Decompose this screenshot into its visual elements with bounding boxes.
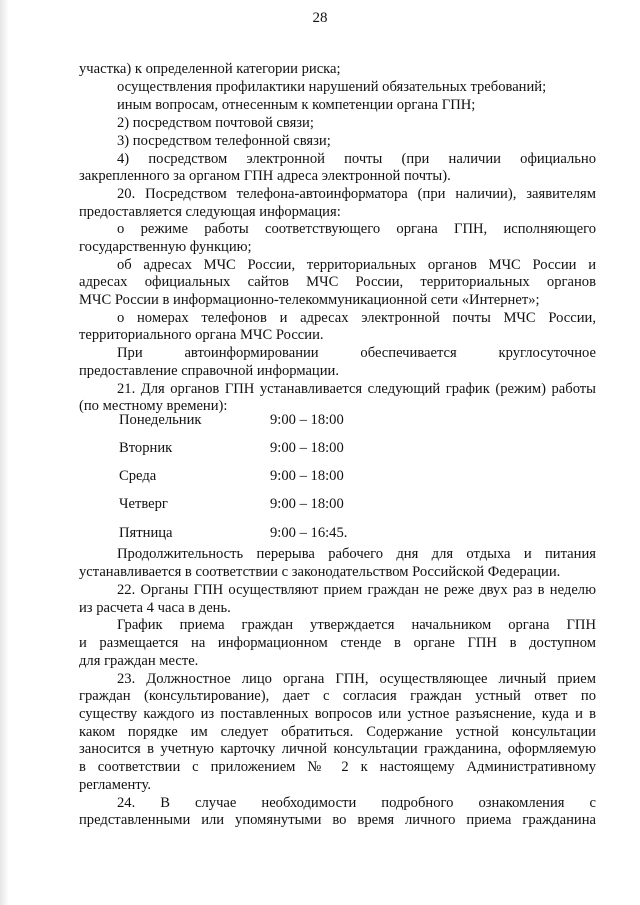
text-line: и размещается на информационном стенде в органе ГПН в доступном bbox=[79, 635, 596, 651]
text-line: регламенту. bbox=[79, 777, 151, 793]
text-line: предоставляется следующая информация: bbox=[79, 204, 341, 220]
text-line: устанавливается в соответствии с законодательством Российской Федерации. bbox=[79, 564, 561, 580]
text-line: При автоинформировании обеспечивается круглосуточное bbox=[117, 345, 596, 361]
schedule-time: 9:00 – 18:00 bbox=[270, 496, 344, 512]
text-line: предоставление справочной информации. bbox=[79, 363, 340, 379]
text-line: МЧС России в информационно-телекоммуникационной сети «Интернет»; bbox=[79, 292, 540, 308]
text-line: в соответствии с приложением № 2 к настоящему Административному bbox=[79, 759, 596, 775]
text-line: о режиме работы соответствующего органа ГПН, исполняющего bbox=[117, 221, 596, 237]
schedule-day: Понедельник bbox=[119, 412, 202, 428]
text-line: государственную функцию; bbox=[79, 239, 252, 255]
text-line: адресах официальных сайтов МЧС России, территориальных органов bbox=[79, 274, 596, 290]
text-line: представленными или упомянутыми во время личного приема гражданина bbox=[79, 812, 596, 828]
text-line: 2) посредством почтовой связи; bbox=[117, 115, 314, 131]
text-line: закрепленного за органом ГПН адреса электронной почты). bbox=[79, 168, 451, 184]
text-line: о номерах телефонов и адресах электронной почты МЧС России, bbox=[117, 310, 596, 326]
text-line: для граждан месте. bbox=[79, 653, 199, 669]
text-line: об адресах МЧС России, территориальных органов МЧС России и bbox=[117, 257, 596, 273]
text-line: График приема граждан утверждается начальником органа ГПН bbox=[117, 617, 596, 633]
text-line: 4) посредством электронной почты (при наличии официально bbox=[117, 151, 596, 167]
schedule-time: 9:00 – 18:00 bbox=[270, 412, 344, 428]
schedule-time: 9:00 – 18:00 bbox=[270, 468, 344, 484]
text-line: граждан (консультирование), дает с согласия граждан устный ответ по bbox=[79, 688, 596, 704]
text-line: 22. Органы ГПН осуществляют прием граждан не реже двух раз в неделю bbox=[117, 582, 596, 598]
text-line: 23. Должностное лицо органа ГПН, осуществляющее личный прием bbox=[117, 671, 596, 687]
text-line: существу каждого из поставленных вопросов или устное разъяснение, куда и в bbox=[79, 706, 596, 722]
text-line: осуществления профилактики нарушений обязательных требований; bbox=[117, 79, 547, 95]
text-line: иным вопросам, отнесенным к компетенции органа ГПН; bbox=[117, 97, 476, 113]
schedule-day: Вторник bbox=[119, 440, 173, 456]
text-line: заносится в учетную карточку личной консультации гражданина, оформляемую bbox=[79, 741, 596, 757]
text-line: из расчета 4 часа в день. bbox=[79, 600, 231, 616]
text-line: Продолжительность перерыва рабочего дня для отдыха и питания bbox=[117, 546, 596, 562]
schedule-day: Среда bbox=[119, 468, 157, 484]
text-line: (по местному времени): bbox=[79, 398, 228, 414]
scan-edge-shadow bbox=[0, 0, 9, 905]
text-line: 24. В случае необходимости подробного ознакомления с bbox=[117, 795, 596, 811]
text-line: 20. Посредством телефона-автоинформатора (при наличии), заявителям bbox=[117, 186, 596, 202]
text-line: участка) к определенной категории риска; bbox=[79, 61, 341, 77]
text-line: территориального органа МЧС России. bbox=[79, 327, 324, 343]
schedule-day: Четверг bbox=[119, 496, 168, 512]
text-line: каком порядке им следует обратиться. Содержание устной консультации bbox=[79, 724, 596, 740]
schedule-day: Пятница bbox=[119, 525, 173, 541]
schedule-time: 9:00 – 16:45. bbox=[270, 525, 348, 541]
page-number: 28 bbox=[312, 10, 328, 26]
text-line: 21. Для органов ГПН устанавливается следующий график (режим) работы bbox=[117, 381, 596, 397]
text-line: 3) посредством телефонной связи; bbox=[117, 133, 331, 149]
schedule-time: 9:00 – 18:00 bbox=[270, 440, 344, 456]
